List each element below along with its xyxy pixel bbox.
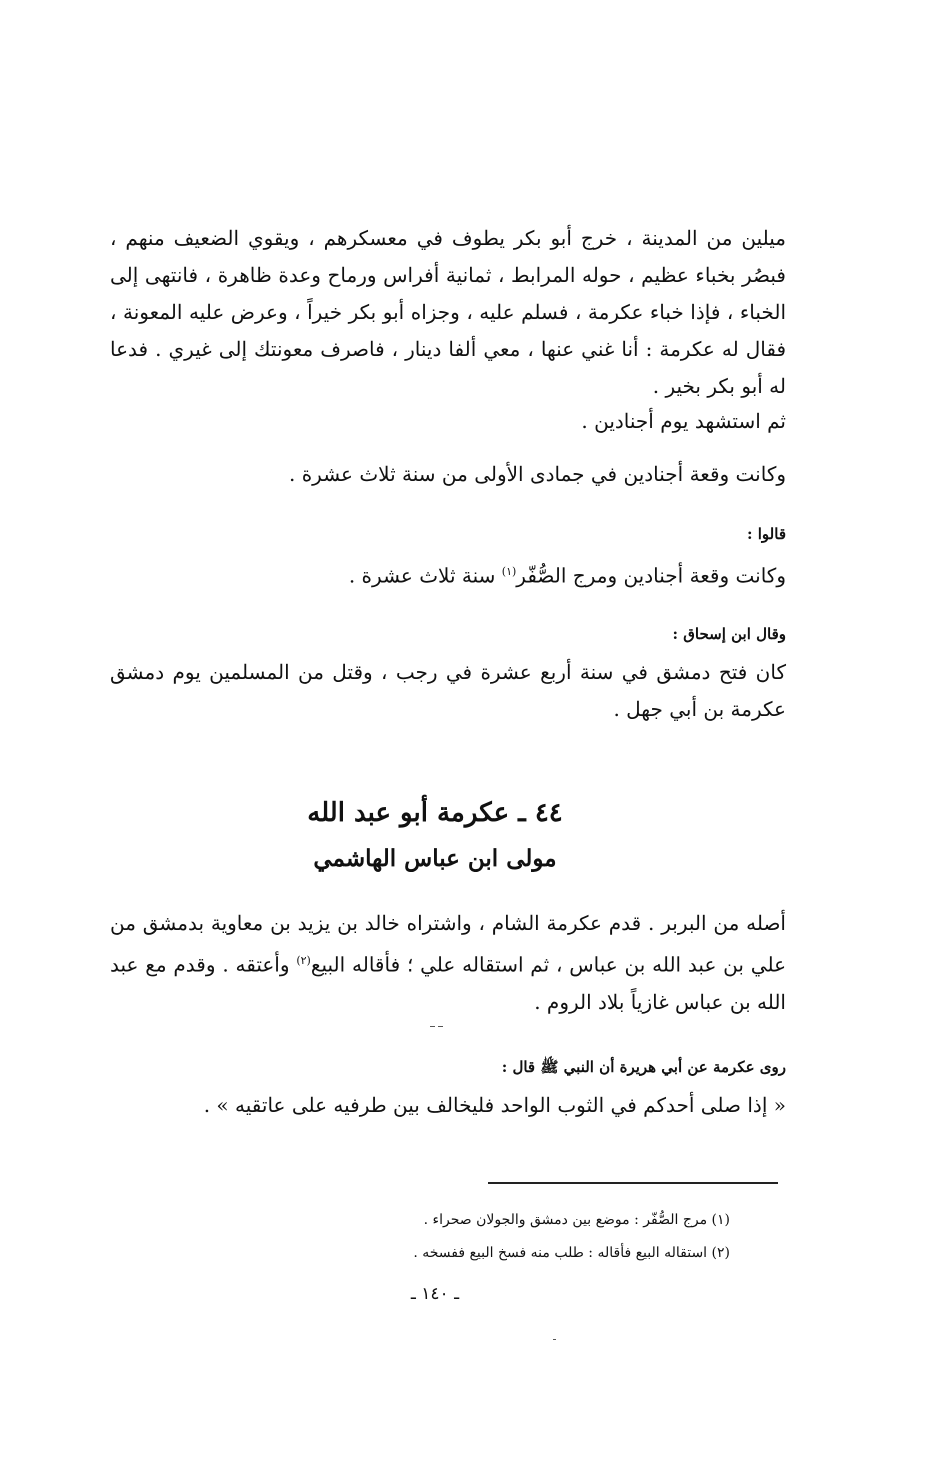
label-qalu: قالوا : <box>747 525 786 543</box>
paragraph-damascus-conquest: كان فتح دمشق في سنة أربع عشرة في رجب ، وقتل من المسلمين يوم دمشق عكرمة بن أبي جهل . <box>110 660 786 721</box>
footnote-ref-2: (٢) <box>296 954 311 967</box>
line-ajnadayn-date: وكانت وقعة أجنادين في جمادى الأولى من سنة ثلاث عشرة . <box>288 462 786 486</box>
footnote-separator <box>488 1182 778 1184</box>
paragraph-biography <box>110 905 786 1021</box>
footnote-2: (٢) استقاله البيع فأقاله : طلب منه فسخ البيع ففسخه . <box>413 1245 730 1261</box>
hadith-intro: روى عكرمة عن أبي هريرة أن النبي ﷺ قال : <box>501 1058 786 1076</box>
hadith-text: « إذا صلى أحدكم في الثوب الواحد فليخالف بين طرفيه على عاتقيه » . <box>203 1093 786 1117</box>
section-title: ٤٤ ـ عكرمة أبو عبد الله <box>307 798 563 828</box>
print-speck <box>553 1339 556 1340</box>
biography-text: أصله من البربر . قدم عكرمة الشام ، واشتراه خالد بن يزيد بن معاوية بدمشق من علي بن عبد الله بن عباس ، ثم استقاله علي ؛ فأقاله البيع <box>110 911 786 977</box>
label-ibn-ishaq: وقال ابن إسحاق : <box>672 625 786 643</box>
footnote-ref-1: (١) <box>501 565 517 578</box>
footnote-1: (١) مرج الصُّفّر : موضع بين دمشق والجولان صحراء . <box>423 1212 730 1228</box>
print-speck <box>430 1026 435 1027</box>
line-marj-al-suffar <box>349 553 786 595</box>
section-subtitle: مولى ابن عباس الهاشمي <box>313 845 557 872</box>
print-speck <box>438 1026 443 1027</box>
page-number: ـ ١٤٠ ـ <box>410 1284 460 1304</box>
paragraph-abu-bakr-visit: ميلين من المدينة ، خرج أبو بكر يطوف في معسكرهم ، ويقوي الضعيف منهم ، فبصُر بخباء عظيم ، حوله المرابط ، ثمانية أفراس ورماح وعدة ظاهرة ، فانتهى إلى الخباء ، فإذا خباء عكرمة ، فسلم عليه ، وجزاه أبو بكر خيراً ، وعرض عليه المعونة ، فقال له عكرمة : أنا غني عنها ، معي ألفا دينار ، فاصرف معونتك إلى غيري . فدعا له أبو بكر بخير . <box>110 226 787 398</box>
marj-line-text-end: سنة ثلاث عشرة . <box>348 563 502 588</box>
line-martyrdom: ثم استشهد يوم أجنادين . <box>581 409 786 433</box>
biography-text-end: وأعتقه . وقدم مع عبد الله بن عباس غازياً بلاد الروم . <box>110 952 786 1014</box>
marj-line-text: وكانت وقعة أجنادين ومرج الصُّفّر <box>516 563 786 588</box>
